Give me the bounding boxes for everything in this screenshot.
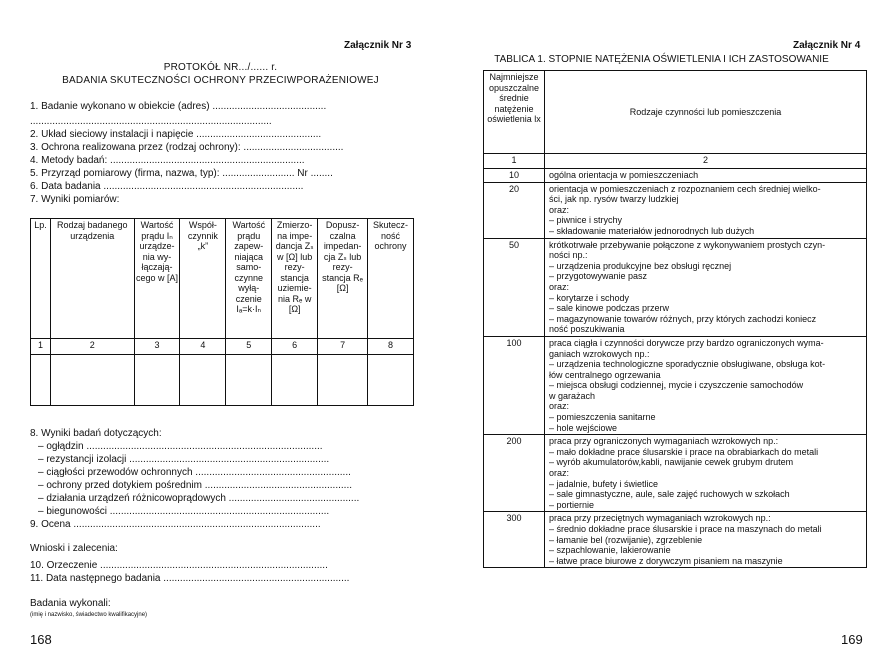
table-header: Wartość prądu zapew-niająca samo-czynne wyłą-czenie Iₐ=k·Iₙ xyxy=(226,219,272,339)
description-line: – składowanie materiałów jednorodnych lub dużych xyxy=(549,225,755,236)
form-item: 4. Metody badań: ...................................................................... xyxy=(30,155,305,166)
description-line: – jadalnie, bufety i świetlice xyxy=(549,478,659,489)
description-line: – mało dokładne prace ślusarskie i prace na obrabiarkach do metali xyxy=(549,446,819,457)
table-row xyxy=(484,238,867,336)
form-item: 5. Przyrząd pomiarowy (firma, nazwa, typ): .......................... Nr ........ xyxy=(30,168,333,179)
table-row xyxy=(484,435,867,512)
table-header: Współ-czynnik „k” xyxy=(180,219,226,339)
column-number: 4 xyxy=(180,339,226,355)
description-line: – łamanie bel (rozwijanie), zgrzeblenie xyxy=(549,534,703,545)
empty-cell xyxy=(180,355,226,406)
table-row xyxy=(484,336,867,434)
table-header: Lp. xyxy=(31,219,51,339)
section-8-item: – ochrony przed dotykiem pośrednim ..................................................... xyxy=(38,480,352,491)
description-line: – hole wejściowe xyxy=(549,422,618,433)
empty-cell xyxy=(318,355,368,406)
description-line: w garażach xyxy=(549,390,596,401)
form-item: ....................................................................................... xyxy=(30,116,272,127)
illuminance-level: 10 xyxy=(484,169,545,183)
column-number: 3 xyxy=(134,339,180,355)
description-line: – magazynowanie towarów różnych, przy których zachodzi koniecz xyxy=(549,313,817,324)
appendix-label: Załącznik Nr 3 xyxy=(344,40,412,51)
table-header: Dopusz-czalna impedan-cja Zₛ lub rezy-stancja Rₑ [Ω] xyxy=(318,219,368,339)
description-line: – sale kinowe podczas przerw xyxy=(549,303,670,314)
form-item: 1. Badanie wykonano w obiekcie (adres) ......................................... xyxy=(30,101,327,112)
table-row xyxy=(484,182,867,238)
activity-description xyxy=(545,435,867,512)
evaluation-line: 9. Ocena ......................................................................................... xyxy=(30,519,321,530)
description-line: – średnio dokładne prace ślusarskie i prace na maszynach do metali xyxy=(549,524,822,534)
empty-cell xyxy=(50,355,134,406)
illuminance-level: 100 xyxy=(484,336,545,434)
empty-cell xyxy=(368,355,414,406)
column-number: 5 xyxy=(226,339,272,355)
illuminance-table xyxy=(483,70,867,568)
illuminance-rows xyxy=(484,169,867,568)
description-line: ogólna orientacja w pomieszczeniach xyxy=(549,170,699,180)
description-line: oraz: xyxy=(549,204,570,215)
column-number: 2 xyxy=(545,154,867,169)
column-number: 2 xyxy=(50,339,134,355)
description-line: – korytarze i schody xyxy=(549,292,630,303)
activity-description xyxy=(545,512,867,568)
conclusions-heading: Wnioski i zalecenia: xyxy=(30,543,118,554)
empty-cell xyxy=(272,355,318,406)
protocol-subtitle: BADANIA SKUTECZNOŚCI OCHRONY PRZECIWPORAŻENIOWEJ xyxy=(62,75,379,86)
form-item: 7. Wyniki pomiarów: xyxy=(30,194,120,205)
activity-description xyxy=(545,169,867,183)
table-header: Zmierzo-na impe-dancja Zₛ w [Ω] lub rezy-stancja uziemie-nia Rₑ w [Ω] xyxy=(272,219,318,339)
right-page xyxy=(441,0,882,660)
table-row xyxy=(484,512,867,568)
appendix-label: Załącznik Nr 4 xyxy=(793,40,861,51)
empty-cell xyxy=(226,355,272,406)
description-line: praca przy przeciętnych wymaganiach wzrokowych np.: xyxy=(549,513,771,524)
description-line: – pomieszczenia sanitarne xyxy=(549,412,656,423)
description-line: praca ciągła i czynności dorywcze przy bardzo ograniczonych wyma- xyxy=(549,337,824,348)
description-line: oraz: xyxy=(549,281,570,292)
form-item: 3. Ochrona realizowana przez (rodzaj ochrony): .................................... xyxy=(30,142,344,153)
description-line: łów centralnego ogrzewania xyxy=(549,369,661,380)
column-number: 7 xyxy=(318,339,368,355)
illuminance-level: 300 xyxy=(484,512,545,568)
description-line: – portiernie xyxy=(549,499,595,510)
section-8-item: – ogłądzin ..................................................................................... xyxy=(38,441,323,452)
description-line: – urządzenia produkcyjne bez obsługi ręcznej xyxy=(549,260,732,271)
protocol-title: PROTOKÓŁ NR.../...... r. xyxy=(163,62,278,73)
section-8-item: – ciągłości przewodów ochronnych ........................................................ xyxy=(38,467,351,478)
description-line: oraz: xyxy=(549,468,570,479)
description-line: orientacja w pomieszczeniach z rozpoznaniem cech średniej wielko- xyxy=(549,183,821,194)
illuminance-level: 200 xyxy=(484,435,545,512)
header-activities: Rodzaje czynności lub pomieszczenia xyxy=(545,71,867,154)
description-line: krótkotrwałe przebywanie połączone z wykonywaniem prostych czyn- xyxy=(549,239,826,250)
activity-description xyxy=(545,336,867,434)
header-illuminance: Najmniejsze opuszczalne średnie natężenie oświetlenia lx xyxy=(484,71,545,154)
form-item: 6. Data badania ........................................................................ xyxy=(30,181,304,192)
description-line: praca przy ograniczonych wymaganiach wzrokowych np.: xyxy=(549,436,779,447)
description-line: – piwnice i strychy xyxy=(549,215,623,226)
signature-note: (imię i nazwisko, świadectwo kwalifikacyjne) xyxy=(30,612,148,618)
description-line: – szpachlowanie, lakierowanie xyxy=(549,545,671,556)
section-8-heading: 8. Wyniki badań dotyczących: xyxy=(30,428,162,439)
table-header: Skutecz-ność ochrony xyxy=(368,219,414,339)
empty-cell xyxy=(31,355,51,406)
table-header: Rodzaj badanego urządzenia xyxy=(50,219,134,339)
description-line: ności np.: xyxy=(549,250,588,261)
table-title: TABLICA 1. STOPNIE NATĘŻENIA OŚWIETLENIA I ICH ZASTOSOWANIE xyxy=(494,54,829,65)
illuminance-level: 20 xyxy=(484,182,545,238)
table-header: Wartość prądu Iₙ urządze-nia wy-łączają-cego w [A] xyxy=(134,219,180,339)
description-line: – przygotowywanie pasz xyxy=(549,271,648,282)
empty-cell xyxy=(134,355,180,406)
measurement-table xyxy=(30,218,414,406)
page-number: 169 xyxy=(841,632,863,647)
performed-by-label: Badania wykonali: xyxy=(30,598,111,609)
table-row xyxy=(484,169,867,183)
column-number: 1 xyxy=(484,154,545,169)
next-test-date-line: 11. Data następnego badania ................................................................... xyxy=(30,573,350,584)
column-number: 1 xyxy=(31,339,51,355)
column-number: 8 xyxy=(368,339,414,355)
description-line: ganiach wzrokowych np.: xyxy=(549,348,650,359)
description-line: – wyrób akumulatorów,kabli, nawijanie cewek grubym drutem xyxy=(549,457,794,468)
illuminance-level: 50 xyxy=(484,238,545,336)
description-line: – urządzenia technologiczne sporadycznie obsługiwane, obsługa kot- xyxy=(549,359,826,370)
description-line: oraz: xyxy=(549,401,570,412)
form-item: 2. Układ sieciowy instalacji i napięcie ............................................. xyxy=(30,129,322,140)
description-line: ści, jak np. rysów twarzy ludzkiej xyxy=(549,194,679,205)
description-line: – miejsca obsługi codziennej, mycie i czyszczenie samochodów xyxy=(549,380,804,391)
section-8-item: – biegunowości ............................................................................... xyxy=(38,506,330,517)
description-line: ność poszukiwania xyxy=(549,324,625,335)
section-8-item: – działania urządzeń różnicowoprądowych ............................................... xyxy=(38,493,360,504)
activity-description xyxy=(545,238,867,336)
description-line: – sale gimnastyczne, aule, sale zajęć ruchowych w szkołach xyxy=(549,489,790,500)
decision-line: 10. Orzeczenie .................................................................................. xyxy=(30,560,328,571)
description-line: – łatwe prace biurowe z dorywczym pisaniem na maszynie xyxy=(549,555,783,566)
column-number: 6 xyxy=(272,339,318,355)
section-8-item: – rezystancji izolacji ........................................................................ xyxy=(38,454,330,465)
activity-description xyxy=(545,182,867,238)
page-number: 168 xyxy=(30,632,52,647)
